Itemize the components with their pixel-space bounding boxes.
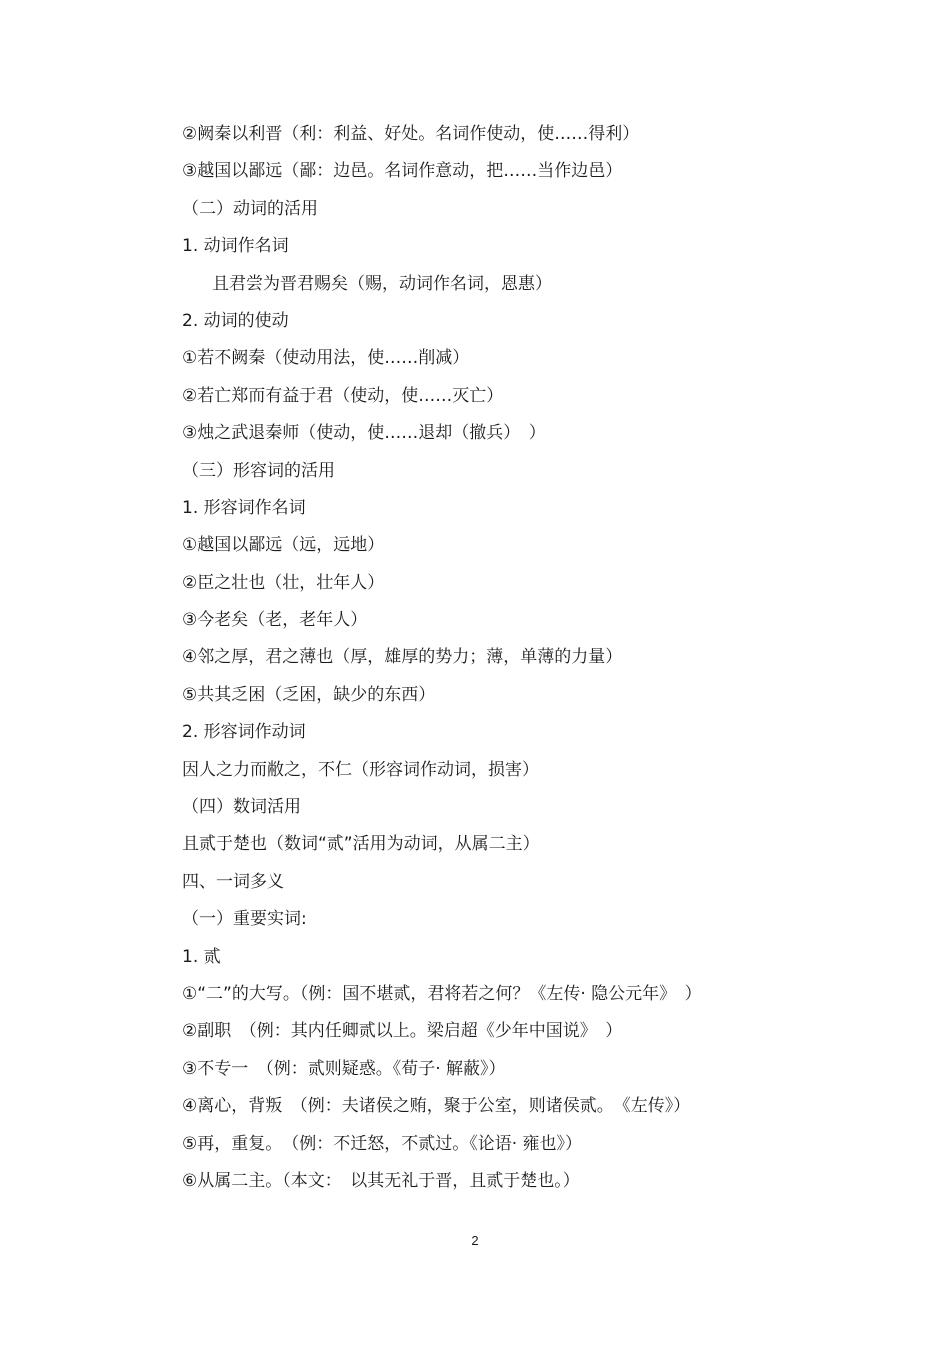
- text-line: 因人之力而敝之，不仁（形容词作动词，损害）: [182, 759, 539, 780]
- text-line: ③不专一 （例：贰则疑惑。《荀子· 解蔽》）: [182, 1058, 506, 1079]
- section-heading: （三）形容词的活用: [182, 460, 335, 481]
- subsection-heading: 1. 贰: [182, 946, 221, 967]
- subsection-heading: 2. 形容词作动词: [182, 722, 306, 743]
- text-line: ②臣之壮也（壮，壮年人）: [182, 572, 385, 593]
- section-heading: （二）动词的活用: [182, 198, 318, 219]
- text-line: ③越国以鄙远（鄙：边邑。名词作意动，把……当作边邑）: [182, 161, 623, 182]
- section-heading: （一）重要实词:: [182, 909, 307, 930]
- text-line: ⑥从属二主。（本文： 以其无礼于晋，且贰于楚也。）: [182, 1170, 580, 1191]
- section-heading: （四）数词活用: [182, 797, 301, 818]
- text-line: ②阙秦以利晋（利：利益、好处。名词作使动，使……得利）: [182, 124, 640, 144]
- text-line: ②若亡郑而有益于君（使动，使……灭亡）: [182, 385, 504, 406]
- text-line: ①越国以鄙远（远，远地）: [182, 535, 385, 556]
- subsection-heading: 2. 动词的使动: [182, 310, 289, 331]
- text-line: 且贰于楚也（数词“贰”活用为动词，从属二主）: [182, 834, 540, 855]
- text-line: 且君尝为晋君赐矣（赐，动词作名词，恩惠）: [212, 273, 552, 294]
- subsection-heading: 1. 动词作名词: [182, 236, 289, 257]
- page-number: 2: [471, 1233, 479, 1248]
- subsection-heading: 1. 形容词作名词: [182, 497, 306, 518]
- text-body: [182, 121, 882, 1205]
- text-line: ④离心，背叛 （例：夫诸侯之贿，聚于公室，则诸侯贰。 《左传》）: [182, 1096, 691, 1117]
- text-line: ⑤共其乏困（乏困，缺少的东西）: [182, 684, 436, 705]
- text-line: ④邻之厚，君之薄也（厚，雄厚的势力；薄，单薄的力量）: [182, 647, 623, 668]
- text-line: ①“二”的大写。（例：国不堪贰，君将若之何？《左传· 隐公元年》 ）: [182, 983, 702, 1004]
- text-line: ⑤再，重复。 （例：不迁怒，不贰过。《论语· 雍也》）: [182, 1133, 583, 1154]
- text-line: ②副职 （例：其内任卿贰以上。梁启超《少年中国说》 ）: [182, 1021, 623, 1042]
- text-line: ③烛之武退秦师（使动，使……退却（撤兵） ）: [182, 423, 546, 444]
- chapter-heading: 四、一词多义: [182, 871, 284, 892]
- text-line: ③今老矣（老，老年人）: [182, 610, 368, 631]
- text-line: ①若不阙秦（使动用法，使……削减）: [182, 348, 470, 369]
